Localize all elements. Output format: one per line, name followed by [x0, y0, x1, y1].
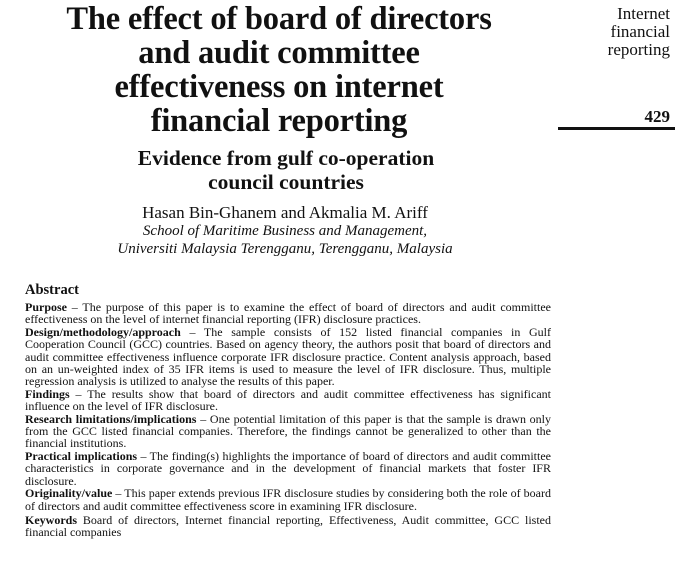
- running-head-line: financial: [610, 22, 670, 41]
- keywords-label: Keywords: [25, 512, 77, 527]
- abstract-section-findings: Findings – The results show that board of directors and audit committee effectiveness has significant influence on the level of IFR disclosure.: [25, 386, 551, 414]
- abstract-heading: Abstract: [25, 282, 79, 298]
- abstract-body: [25, 301, 551, 539]
- abstract-section-originality: Originality/value – This paper extends previous IFR disclosure studies by considering both the role of board of directors and audit committee effectiveness score in examining IFR disclosure.: [25, 486, 551, 513]
- section-label: Research limitations/implications: [25, 411, 197, 426]
- abstract-keywords: [25, 514, 551, 539]
- section-text: The purpose of this paper is to examine the effect of board of directors and audit committee effectiveness on the level of internet financial reporting (IFR) disclosure practices.: [25, 300, 551, 327]
- subtitle-line: council countries: [208, 170, 364, 194]
- section-text: The finding(s) highlights the importance of board of directors and audit committee characteristics in corporate governance and in the development of financial markets that foster IFR disclosure.: [25, 448, 551, 488]
- section-label: Originality/value: [25, 486, 113, 501]
- header-rule: [558, 127, 675, 130]
- keywords-text: Board of directors, Internet financial reporting, Effectiveness, Audit committee, GCC listed financial companies: [25, 512, 552, 540]
- abstract-section-practical: Practical implications – The finding(s) highlights the importance of board of directors and audit committee characteristics in corporate governance and in the development of financial markets that foster IFR disclosure.: [25, 448, 551, 488]
- section-label: Purpose: [25, 300, 67, 314]
- section-text: The sample consists of 152 listed financial companies in Gulf Cooperation Council (GCC) countries. Based on agency theory, the authors posit that board of directors and audit committee effectiveness influence corporate IFR disclosure practice. Content analysis approach, based on an un-weighted index of 35 IFR items is used to measure the level of IFR disclosure. Thus, multiple regression analysis is utilized to analyse the results of this paper.: [25, 324, 551, 389]
- subtitle-line: Evidence from gulf co-operation: [137, 146, 435, 170]
- section-text: This paper extends previous IFR disclosure studies by considering both the role of board of directors and audit committee effectiveness score in examining IFR disclosure.: [25, 486, 551, 513]
- abstract-section-purpose: Purpose – The purpose of this paper is to examine the effect of board of directors and audit committee effectiveness on the level of internet financial reporting (IFR) disclosure practices.: [25, 300, 551, 327]
- title-line: financial reporting: [150, 103, 408, 139]
- paper-title: [18, 2, 540, 138]
- running-head: [570, 5, 670, 59]
- title-line: The effect of board of directors: [66, 1, 492, 37]
- paper-subtitle: [60, 146, 512, 194]
- title-line: and audit committee: [138, 35, 420, 71]
- running-head-line: reporting: [607, 40, 670, 59]
- section-label: Practical implications: [25, 448, 138, 463]
- abstract-section-limitations: Research limitations/implications – One potential limitation of this paper is that the sample is drawn only from the GCC listed financial companies. Therefore, the findings cannot be generalized to other than the financial institutions.: [25, 411, 551, 451]
- section-text: One potential limitation of this paper is that the sample is drawn only from the GCC listed financial companies. Therefore, the findings cannot be generalized to other than the financial institutions.: [25, 411, 551, 451]
- abstract-section-design: Design/methodology/approach – The sample consists of 152 listed financial companies in Gulf Cooperation Council (GCC) countries. Based on agency theory, the authors posit that board of directors and audit committee effectiveness influence corporate IFR disclosure practice. Content analysis approach, based on an un-weighted index of 35 IFR items is used to measure the level of IFR disclosure. Thus, multiple regression analysis is utilized to analyse the results of this paper.: [25, 324, 551, 389]
- running-head-line: Internet: [617, 4, 670, 23]
- affiliation: [40, 222, 530, 258]
- authors: Hasan Bin-Ghanem and Akmalia M. Ariff: [142, 203, 428, 222]
- title-line: effectiveness on internet: [114, 69, 444, 105]
- section-label: Design/methodology/approach: [25, 324, 181, 339]
- section-text: The results show that board of directors and audit committee effectiveness has significant influence on the level of IFR disclosure.: [25, 386, 551, 414]
- affiliation-line: School of Maritime Business and Management,: [142, 223, 428, 239]
- page-number: 429: [644, 107, 670, 126]
- section-label: Findings: [25, 386, 70, 401]
- affiliation-line: Universiti Malaysia Terengganu, Terengganu, Malaysia: [117, 241, 453, 257]
